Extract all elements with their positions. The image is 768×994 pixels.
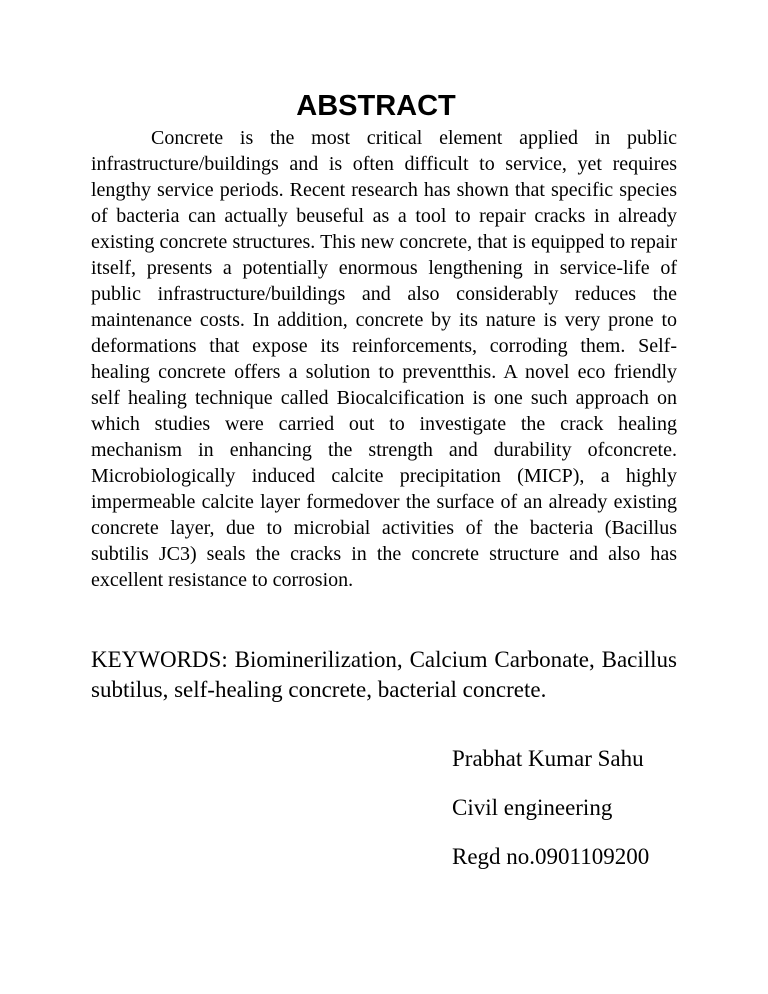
page-title: ABSTRACT xyxy=(296,90,456,122)
abstract-paragraph: Concrete is the most critical element applied in public infrastructure/buildings and is often difficult to service, yet requires lengthy service periods. Recent research has shown that specific species of bacteria can actually beuseful as a tool to repair cracks in already existing concrete structures. This new concrete, that is equipped to repair itself, presents a potentially enormous lengthening in service-life of public infrastructure/buildings and also considerably reduces the maintenance costs. In addition, concrete by its nature is very prone to deformations that expose its reinforcements, corroding them. Self-healing concrete offers a solution to preventthis. A novel eco friendly self healing technique called Biocalcification is one such approach on which studies were carried out to investigate the crack healing mechanism in enhancing the strength and durability ofconcrete. Microbiologically induced calcite precipitation (MICP), a highly impermeable calcite layer formedover the surface of an already existing concrete layer, due to microbial activities of the bacteria (Bacillus subtilis JC3) seals the cracks in the concrete structure and also has excellent resistance to corrosion. xyxy=(91,127,677,591)
author-department: Civil engineering xyxy=(452,795,613,820)
keywords-paragraph: KEYWORDS: Biominerilization, Calcium Carbonate, Bacillus subtilus, self-healing concrete, bacterial concrete. xyxy=(91,647,677,702)
author-name: Prabhat Kumar Sahu xyxy=(452,746,644,771)
author-block xyxy=(452,745,752,892)
author-registration: Regd no.0901109200 xyxy=(452,844,650,869)
